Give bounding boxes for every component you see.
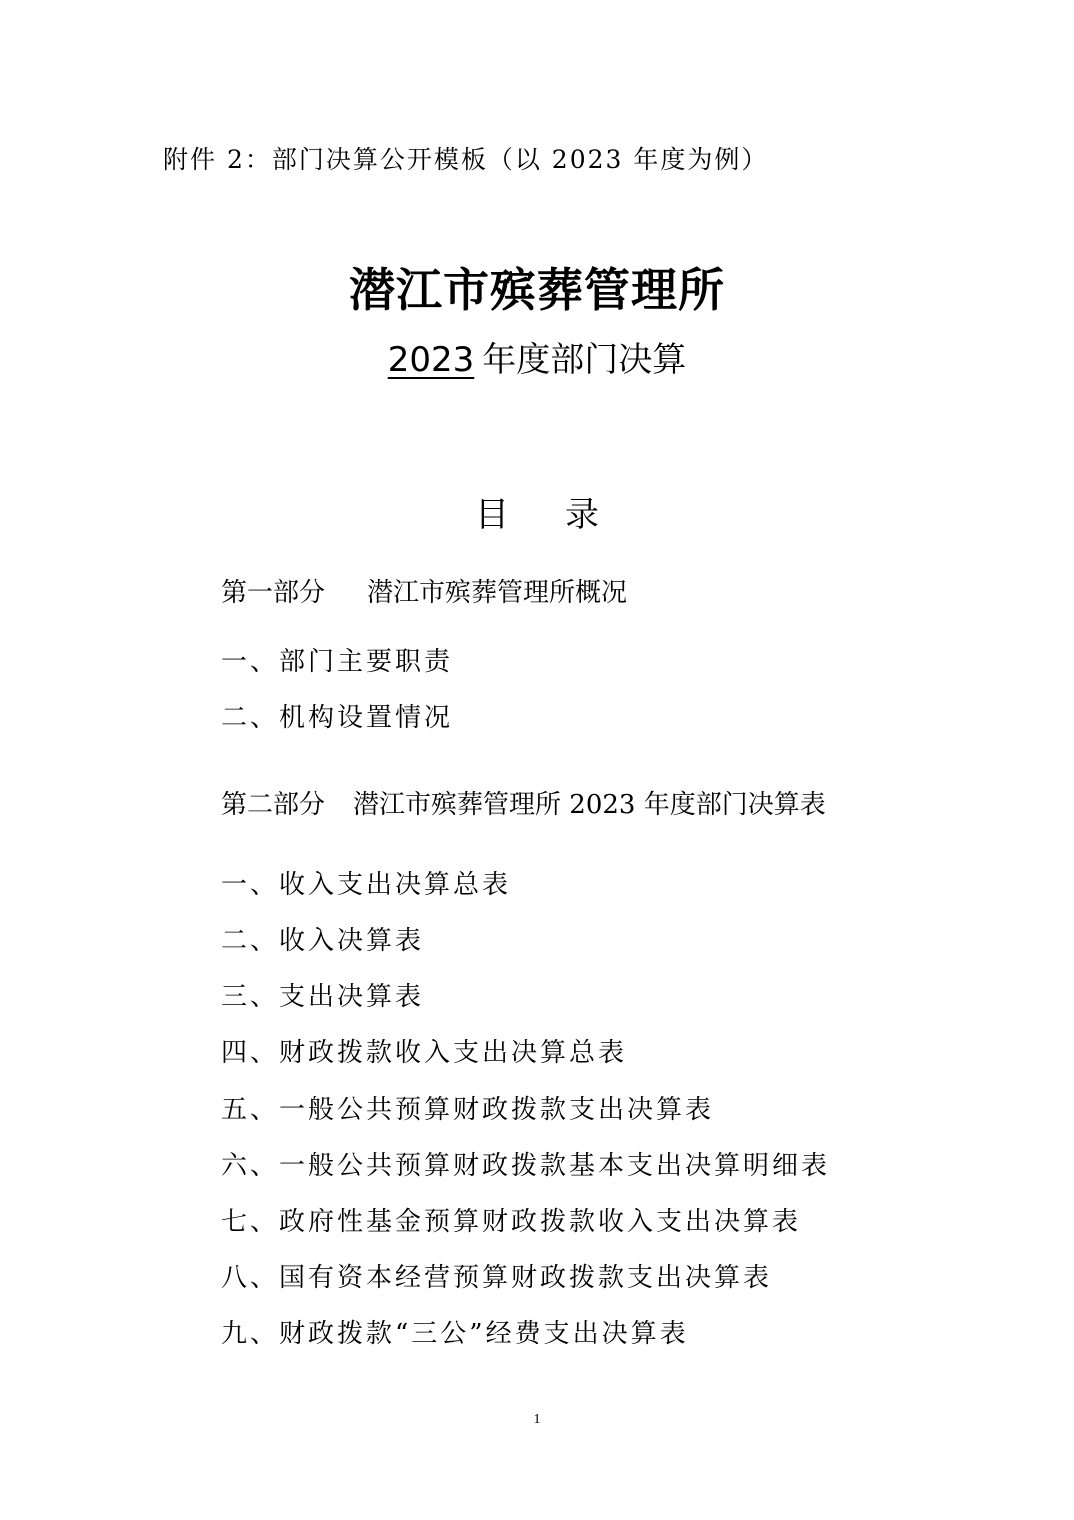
toc-item: 六、一般公共预算财政拨款基本支出决算明细表 — [221, 1151, 831, 1181]
toc-part-2 — [221, 784, 826, 821]
toc-part-2-label: 第二部分 — [221, 790, 326, 820]
toc-heading — [0, 487, 1074, 536]
attachment-note: 附件 2：部门决算公开模板（以 2023 年度为例） — [163, 145, 769, 174]
toc-item: 二、机构设置情况 — [221, 703, 454, 733]
toc-item: 四、财政拨款收入支出决算总表 — [221, 1038, 628, 1068]
organization-title: 潜江市殡葬管理所 — [349, 263, 725, 317]
toc-item: 一、部门主要职责 — [221, 647, 454, 677]
toc-item: 三、支出决算表 — [221, 982, 425, 1012]
subtitle-year: 2023 — [387, 340, 475, 380]
toc-heading-left: 目 — [475, 495, 509, 535]
toc-part-1 — [221, 572, 627, 609]
toc-item: 七、政府性基金预算财政拨款收入支出决算表 — [221, 1207, 802, 1237]
toc-item: 九、财政拨款“三公”经费支出决算表 — [221, 1319, 689, 1349]
subtitle-text: 年度部门决算 — [482, 340, 687, 380]
toc-part-2-title: 潜江市殡葬管理所 2023 年度部门决算表 — [353, 790, 826, 820]
toc-heading-right: 录 — [565, 495, 599, 535]
toc-item: 八、国有资本经营预算财政拨款支出决算表 — [221, 1263, 773, 1293]
toc-item: 一、收入支出决算总表 — [221, 870, 512, 900]
report-subtitle — [0, 332, 1074, 381]
toc-part-1-label: 第一部分 — [221, 578, 326, 608]
page-number: 1 — [533, 1412, 541, 1427]
toc-item: 五、一般公共预算财政拨款支出决算表 — [221, 1095, 715, 1125]
toc-item: 二、收入决算表 — [221, 926, 425, 956]
toc-part-1-title: 潜江市殡葬管理所概况 — [367, 578, 628, 608]
